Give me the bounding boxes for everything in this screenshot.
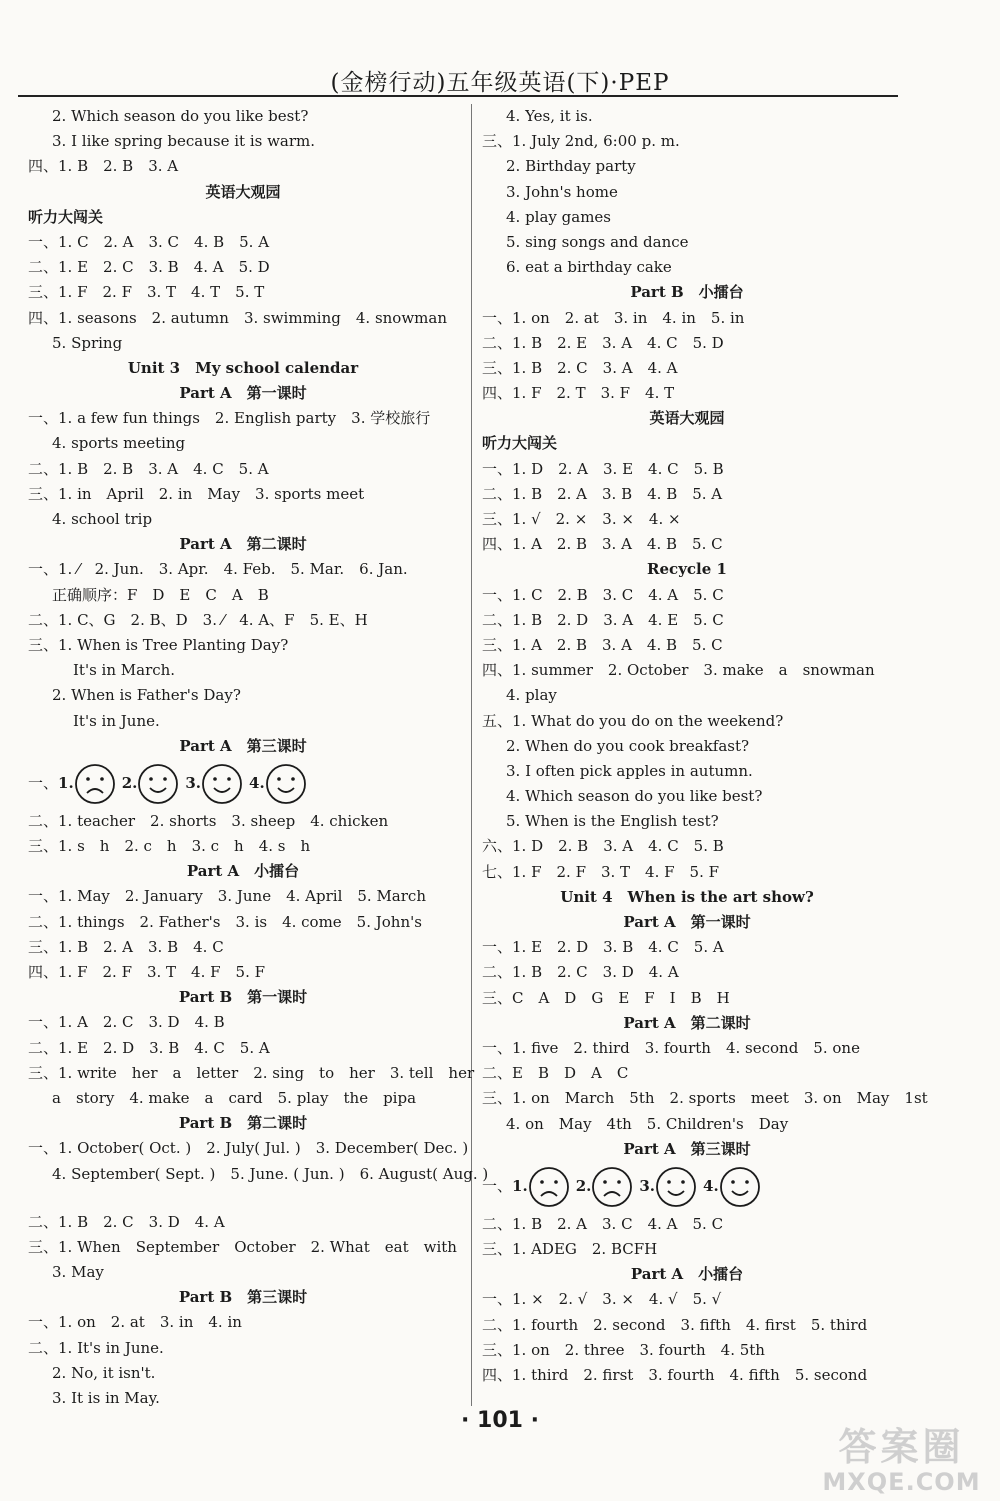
answer-line: 三、C A D G E F I B H (482, 988, 730, 1007)
subsection-heading: 听力大闯关 (28, 207, 104, 226)
answer-line: 4. play (506, 686, 557, 705)
left-answer-column (28, 104, 489, 1411)
answer-line: 二、1. B 2. A 3. C 4. A 5. C (482, 1214, 724, 1233)
section-heading: Part A 小擂台 (186, 862, 300, 881)
answer-line: 一、1. October( Oct. ) 2. July( Jul. ) 3. December( Dec. ) (28, 1139, 469, 1158)
face-answer (639, 1166, 697, 1208)
section-heading: Part A 第二课时 (623, 1013, 751, 1032)
answer-line: 2. No, it isn't. (52, 1363, 156, 1382)
answer-line: 4. play games (506, 207, 612, 226)
answer-line: 4. sports meeting (52, 434, 186, 453)
answer-line: 二、1. B 2. C 3. D 4. A (482, 963, 679, 982)
answer-line: 三、1. When is Tree Planting Day? (28, 635, 289, 654)
answer-line: 正确顺序：F D E C A B (52, 585, 269, 604)
answer-line: 一、1. on 2. at 3. in 4. in (28, 1313, 242, 1332)
sad-face-icon (528, 1166, 570, 1208)
answer-number: 1. (58, 774, 74, 793)
answer-number: 2. (575, 1177, 592, 1196)
face-answer (122, 763, 180, 805)
answer-line: It's in June. (73, 711, 160, 730)
face-answer (512, 1166, 570, 1208)
answer-line: 二、1. B 2. A 3. B 4. B 5. A (482, 484, 723, 503)
answer-line: 四、1. F 2. T 3. F 4. T (482, 384, 675, 403)
answer-number: 1. (512, 1177, 528, 1196)
face-answer-row (482, 1162, 892, 1212)
answer-number: 3. (185, 774, 202, 793)
answer-line: 五、1. What do you do on the weekend? (482, 711, 784, 730)
answer-line: 4. on May 4th 5. Children's Day (506, 1114, 789, 1133)
answer-line: 三、1. √ 2. × 3. × 4. × (482, 510, 681, 528)
section-heading: Unit 3 My school calendar (127, 358, 359, 377)
answer-line: 3. I often pick apples in autumn. (506, 761, 753, 780)
answer-line: 四、1. B 2. B 3. A (28, 157, 179, 176)
answer-line: 三、1. on 2. three 3. fourth 4. 5th (482, 1340, 765, 1359)
right-answer-column (482, 104, 928, 1388)
answer-line: 二、1. teacher 2. shorts 3. sheep 4. chicken (28, 811, 389, 830)
answer-line: 二、1. E 2. C 3. B 4. A 5. D (28, 258, 270, 277)
answer-line: 4. Which season do you like best? (506, 787, 763, 806)
answer-line: 3. I like spring because it is warm. (52, 132, 316, 151)
answer-line: 3. John's home (506, 182, 618, 201)
section-heading: Part A 第三课时 (623, 1139, 751, 1158)
face-answer (58, 763, 116, 805)
answer-line: 一、1. a few fun things 2. English party 3. 学校旅行 (28, 409, 431, 428)
answer-line: 二、1. fourth 2. second 3. fifth 4. first 5. third (482, 1315, 868, 1334)
answer-line: 一、1. five 2. third 3. fourth 4. second 5. one (482, 1038, 860, 1057)
answer-line: 四、1. third 2. first 3. fourth 4. fifth 5. second (482, 1366, 868, 1384)
face-answer (249, 763, 307, 805)
answer-line: 3. It is in May. (52, 1389, 160, 1407)
page-header-title: (金榜行动)五年级英语(下)·PEP (330, 70, 670, 96)
answer-line (28, 1187, 458, 1210)
section-heading: Part A 第一课时 (179, 384, 307, 403)
section-heading: Part B 第二课时 (178, 1114, 308, 1133)
section-heading: Unit 4 When is the art show? (560, 887, 814, 906)
face-answer (703, 1166, 761, 1208)
smiley-face-icon (201, 763, 243, 805)
answer-line: 六、1. D 2. B 3. A 4. C 5. B (482, 837, 724, 856)
answer-line: 2. Which season do you like best? (52, 107, 309, 125)
answer-line: 二、1. B 2. C 3. D 4. A (28, 1212, 225, 1231)
answer-line: 5. When is the English test? (506, 812, 719, 831)
answer-line: 二、1. C、G 2. B、D 3. ⁄ 4. A、F 5. E、H (28, 610, 368, 629)
answer-line: a story 4. make a card 5. play the pipa (52, 1088, 417, 1107)
answer-line: 三、1. ADEG 2. BCFH (482, 1240, 658, 1259)
answer-line: 三、1. July 2nd, 6:00 p. m. (482, 132, 680, 151)
answer-number: 4. (703, 1177, 719, 1196)
section-heading: Part A 第二课时 (179, 535, 307, 554)
answer-line: 三、1. B 2. C 3. A 4. A (482, 358, 678, 377)
answer-line: 6. eat a birthday cake (506, 258, 672, 277)
watermark-logo (809, 1420, 994, 1500)
answer-line: 三、1. in April 2. in May 3. sports meet (28, 484, 365, 503)
column-divider (471, 104, 472, 1406)
answer-line: 3. May (52, 1263, 104, 1282)
answer-line: 三、1. A 2. B 3. A 4. B 5. C (482, 635, 723, 654)
answer-line: 一、1. A 2. C 3. D 4. B (28, 1013, 225, 1032)
subsection-heading: 听力大闯关 (482, 434, 558, 453)
smiley-face-icon (265, 763, 307, 805)
answer-line: 一、1. ⁄ 2. Jun. 3. Apr. 4. Feb. 5. Mar. 6. Jan. (28, 560, 408, 579)
answer-line: 2. Birthday party (506, 157, 636, 176)
smiley-face-icon (655, 1166, 697, 1208)
answer-line: 三、1. F 2. F 3. T 4. T 5. T (28, 283, 265, 302)
answer-line: 一、1. C 2. A 3. C 4. B 5. A (28, 232, 270, 251)
answer-line: 一、1. on 2. at 3. in 4. in 5. in (482, 308, 745, 327)
sad-face-icon (74, 763, 116, 805)
answer-line: 一、1. × 2. √ 3. × 4. √ 5. √ (482, 1290, 722, 1309)
answer-line: 四、1. F 2. F 3. T 4. F 5. F (28, 963, 266, 981)
answer-number: 3. (639, 1177, 656, 1196)
section-heading: 英语大观园 (649, 409, 725, 428)
answer-line: 二、1. It's in June. (28, 1338, 164, 1357)
answer-line: 一、1. May 2. January 3. June 4. April 5. March (28, 887, 426, 906)
section-heading: Part B 第一课时 (178, 988, 308, 1007)
section-heading: Part A 第三课时 (179, 736, 307, 755)
answer-number: 2. (121, 774, 138, 793)
sad-face-icon (591, 1166, 633, 1208)
answer-number: 4. (249, 774, 265, 793)
answer-line: 三、1. write her a letter 2. sing to her 3. tell her (28, 1063, 475, 1082)
watermark-text-bottom: MXQE.COM (822, 1468, 981, 1496)
answer-line: 四、1. seasons 2. autumn 3. swimming 4. snowman (28, 308, 447, 327)
answer-line: 4. Yes, it is. (506, 107, 593, 125)
answer-line: 5. sing songs and dance (506, 232, 689, 251)
answer-line: 三、1. on March 5th 2. sports meet 3. on May 1st (482, 1089, 928, 1108)
section-heading: Part A 第一课时 (623, 913, 751, 931)
answer-line: 2. When do you cook breakfast? (506, 736, 750, 755)
section-heading: Part B 小擂台 (630, 283, 744, 302)
answer-line: 二、1. things 2. Father's 3. is 4. come 5. John's (28, 912, 422, 931)
answer-line: 三、1. B 2. A 3. B 4. C (28, 937, 224, 956)
answer-line: 2. When is Father's Day? (52, 686, 241, 705)
section-heading: Part A 小擂台 (630, 1265, 744, 1284)
answer-line: 二、1. B 2. D 3. A 4. E 5. C (482, 610, 724, 629)
smiley-face-icon (719, 1166, 761, 1208)
answer-line: 4. September( Sept. ) 5. June. ( Jun. ) 6. August( Aug. ) (52, 1164, 489, 1183)
smiley-face-icon (137, 763, 179, 805)
answer-line: 二、1. B 2. E 3. A 4. C 5. D (482, 333, 724, 352)
watermark-text-top: 答案圈 (838, 1425, 965, 1469)
answer-line: 三、1. When September October 2. What eat with (28, 1237, 457, 1256)
header-rule (18, 95, 898, 97)
answer-line: 三、1. s h 2. c h 3. c h 4. s h (28, 837, 311, 856)
answer-line: 七、1. F 2. F 3. T 4. F 5. F (482, 862, 720, 881)
section-heading: 英语大观园 (205, 182, 281, 201)
answer-line: 一、1. E 2. D 3. B 4. C 5. A (482, 938, 724, 957)
question-number: 一、 (482, 1177, 513, 1196)
answer-line: 一、1. C 2. B 3. C 4. A 5. C (482, 585, 724, 604)
answer-line: 5. Spring (52, 333, 123, 352)
answer-line: 四、1. summer 2. October 3. make a snowman (482, 661, 875, 680)
face-answer (576, 1166, 634, 1208)
question-number: 一、 (28, 774, 59, 793)
face-answer (185, 763, 243, 805)
face-answer-row (28, 759, 458, 809)
answer-line: 二、E B D A C (482, 1064, 629, 1083)
answer-line: 一、1. D 2. A 3. E 4. C 5. B (482, 459, 724, 478)
section-heading: Part B 第三课时 (178, 1288, 308, 1307)
answer-line: 二、1. B 2. B 3. A 4. C 5. A (28, 459, 269, 478)
answer-line: 4. school trip (52, 510, 153, 528)
answer-line: It's in March. (73, 661, 176, 680)
answer-line: 四、1. A 2. B 3. A 4. B 5. C (482, 535, 723, 554)
section-heading: Recycle 1 (647, 560, 727, 579)
page-number: · 101 · (461, 1408, 539, 1433)
answer-line: 二、1. E 2. D 3. B 4. C 5. A (28, 1038, 270, 1057)
